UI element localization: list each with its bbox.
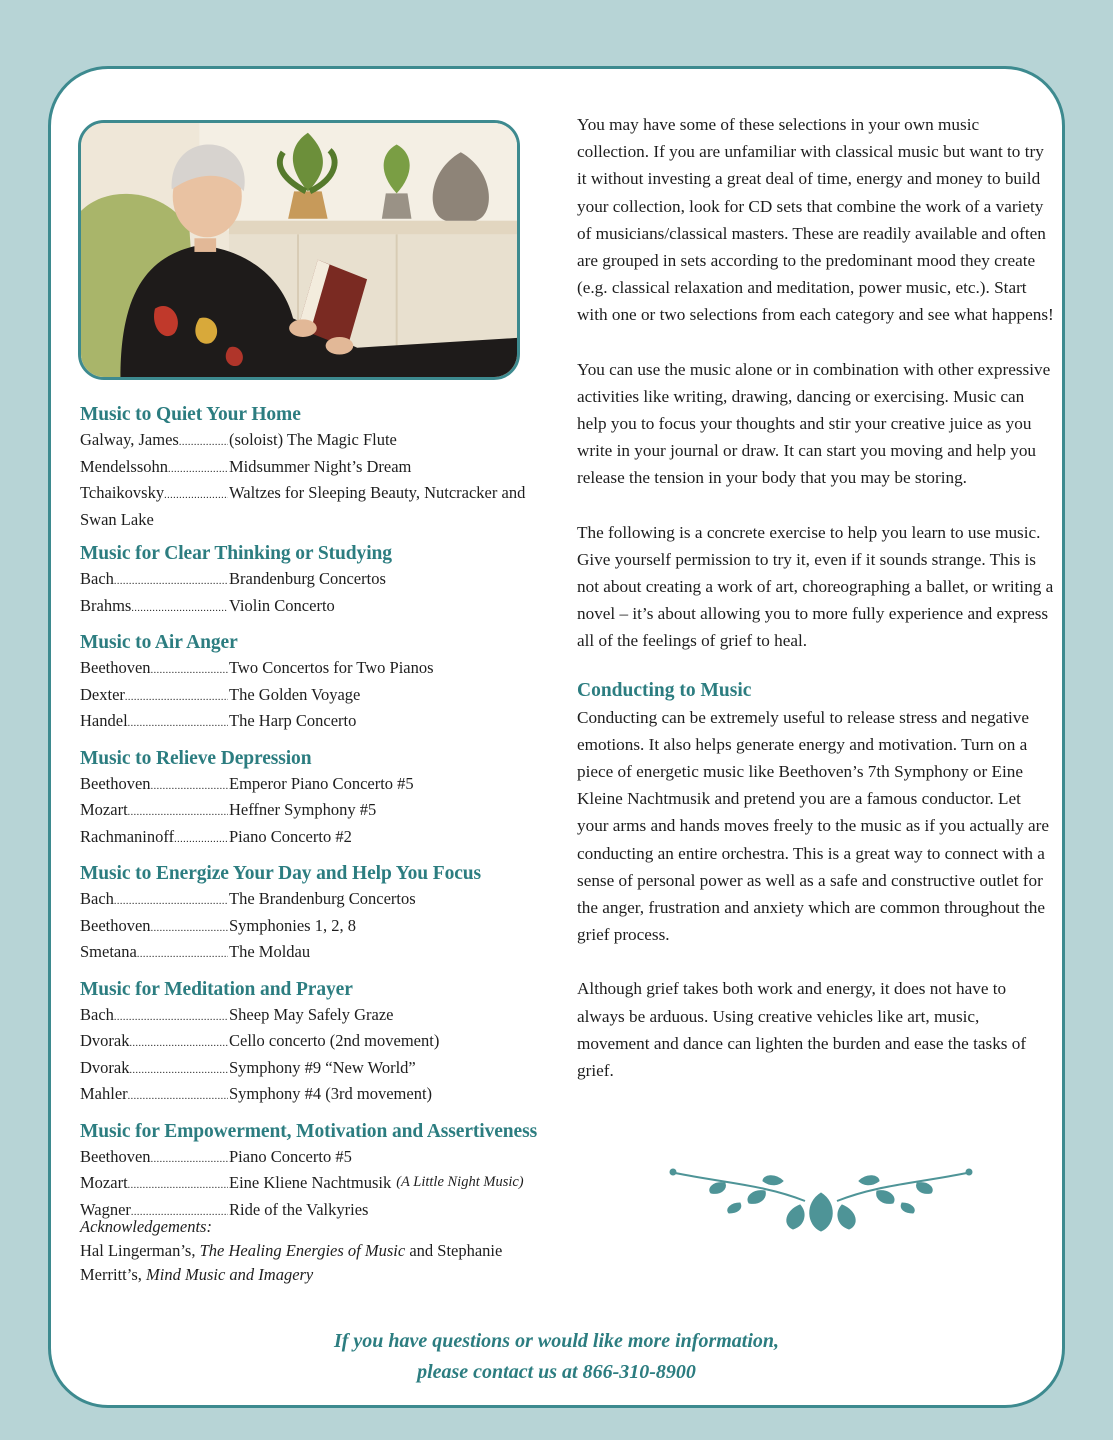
music-row — [80, 428, 560, 455]
music-row — [80, 914, 560, 941]
composer: Dvorak — [80, 1057, 130, 1077]
piece: Two Concertos for Two Pianos — [229, 658, 434, 677]
piece: Brandenburg Concertos — [229, 569, 386, 588]
leader-dots — [137, 940, 228, 967]
composer: Rachmaninoff — [80, 826, 175, 846]
section-title: Music for Empowerment, Motivation and Assertiveness — [80, 1120, 538, 1142]
leader-dots — [128, 798, 228, 825]
music-row — [80, 825, 560, 852]
leader-dots — [129, 1056, 228, 1083]
leader-dots — [129, 1029, 228, 1056]
acknowledgements — [80, 1215, 550, 1287]
leader-dots — [168, 455, 228, 482]
paragraph-2: You can use the music alone or in combination with other expressive activities like writing, drawing, dancing or exercising. Music can help you to focus your thoughts and stir your creative juice as you write in your journal or draw. It can start you moving and help you release the tension in your body that you may be storing. — [577, 359, 1051, 488]
music-section — [80, 541, 560, 620]
piece: Sheep May Safely Graze — [229, 1004, 394, 1024]
music-row — [80, 940, 560, 967]
music-lists — [80, 402, 560, 1234]
music-section — [80, 1119, 560, 1225]
composer: Dexter — [80, 684, 125, 704]
leader-dots — [164, 481, 228, 508]
composer: Bach — [80, 889, 114, 908]
music-row — [80, 455, 560, 482]
music-section — [80, 746, 560, 852]
paragraph-1: You may have some of these selections in your own music collection. If you are unfamiliar with classical music but want to try it without investing a great deal of time, energy and money to build your collection, look for CD sets that combine the work of a variety of musicians/classical masters. These are readily available and often are grouped in sets according to the predominant mood they create (e.g. classical relaxation and meditation, power music, etc.). Start with one or two selections from each category and see what happens! — [577, 115, 1054, 325]
piece: The Harp Concerto — [229, 711, 357, 730]
footer-line-2: please contact us at 866-310-8900 — [417, 1361, 696, 1383]
music-row — [80, 772, 560, 799]
section-title: Music for Clear Thinking or Studying — [80, 543, 392, 564]
piece: Symphonies 1, 2, 8 — [229, 915, 356, 935]
ack-heading: Acknowledgements: — [80, 1217, 212, 1236]
music-section — [80, 861, 560, 967]
paragraph-5: Although grief takes both work and energy, it does not have to always be arduous. Using creative vehicles like art, music, movement and dance can lighten the burden and ease the tasks of grief. — [577, 979, 1027, 1081]
composer: Mahler — [80, 1084, 128, 1103]
leader-dots — [151, 1145, 228, 1172]
piece: Cello concerto (2nd movement) — [229, 1031, 440, 1050]
leader-dots — [128, 1171, 228, 1198]
piece: Eine Kliene Nachtmusik — [229, 1173, 392, 1192]
piece: The Brandenburg Concertos — [229, 889, 416, 908]
section-title: Music to Air Anger — [80, 632, 238, 653]
composer: Mozart — [80, 1173, 128, 1192]
music-row — [80, 656, 560, 683]
piece: The Moldau — [229, 942, 311, 961]
music-row — [80, 1171, 560, 1198]
piece: Ride of the Valkyries — [229, 1199, 369, 1219]
music-section — [80, 630, 560, 736]
music-row — [80, 1029, 560, 1056]
ack-author-2: Merritt’s, — [80, 1265, 142, 1284]
composer: Brahms — [80, 595, 132, 615]
piece: (soloist) The Magic Flute — [229, 430, 397, 449]
piece: Symphony #4 (3rd movement) — [229, 1084, 433, 1103]
music-row — [80, 683, 560, 710]
piece: Violin Concerto — [229, 595, 335, 615]
music-row — [80, 1056, 560, 1083]
leader-dots — [131, 594, 228, 621]
section-title: Music to Quiet Your Home — [80, 404, 301, 425]
piece: Emperor Piano Concerto #5 — [229, 773, 414, 793]
leader-dots — [174, 825, 228, 852]
composer: Handel — [80, 711, 128, 730]
row-continuation: Swan Lake — [80, 509, 154, 529]
composer: Beethoven — [80, 658, 151, 677]
leader-dots — [128, 709, 228, 736]
conducting-heading: Conducting to Music — [577, 679, 752, 701]
piece: Midsummer Night’s Dream — [229, 456, 412, 476]
ack-title-2: Mind Music and Imagery — [146, 1265, 314, 1284]
leader-dots — [114, 1003, 228, 1030]
leader-dots — [151, 656, 228, 683]
music-row — [80, 709, 560, 736]
paragraph-3: The following is a concrete exercise to help you learn to use music. Give yourself permission to try it, even if it sounds strange. This is not about creating a work of art, choreographing a ballet, or writing a novel – it’s about allowing you to more fully experience and express all of the feelings of grief to heal. — [577, 522, 1054, 651]
composer: Tchaikovsky — [80, 483, 165, 502]
composer: Mendelssohn — [80, 456, 168, 476]
leader-dots — [128, 1082, 228, 1109]
music-row — [80, 1082, 560, 1109]
article-body — [577, 111, 1055, 1111]
leader-dots — [125, 683, 228, 710]
contact-footer — [0, 1326, 1113, 1388]
composer: Bach — [80, 1004, 114, 1024]
music-row — [80, 1145, 560, 1172]
composer: Smetana — [80, 942, 137, 961]
composer: Bach — [80, 569, 114, 588]
composer: Dvorak — [80, 1031, 130, 1050]
music-row — [80, 594, 560, 621]
section-title: Music for Meditation and Prayer — [80, 978, 353, 1000]
music-row — [80, 1003, 560, 1030]
leader-dots — [114, 567, 228, 594]
leader-dots — [151, 772, 228, 799]
section-title: Music to Energize Your Day and Help You Focus — [80, 863, 482, 884]
composer: Beethoven — [80, 773, 151, 793]
piece: Waltzes for Sleeping Beauty, Nutcracker and — [229, 483, 526, 502]
music-row — [80, 567, 560, 594]
ack-title-1: The Healing Energies of Music — [199, 1241, 406, 1260]
leader-dots — [151, 914, 228, 941]
composer: Beethoven — [80, 915, 151, 935]
paragraph-4: Conducting can be extremely useful to release stress and negative emotions. It also helps generate energy and motivation. Turn on a piece of energetic music like Beethoven’s 7th Symphony or Eine Kleine Nachtmusik and pretend you are a famous conductor. Let your arms and hands moves freely to the music as if you actually are conducting an entire orchestra. This is a great way to connect with a sense of personal power as well as a safe and constructive outlet for the anger, frustration and anxiety which are common throughout the grief process. — [577, 707, 1050, 945]
ack-author-1: Hal Lingerman’s, — [80, 1241, 196, 1260]
piece: The Golden Voyage — [229, 684, 361, 704]
ack-joiner: and Stephanie — [409, 1241, 503, 1260]
composer: Beethoven — [80, 1146, 151, 1166]
footer-line-1: If you have questions or would like more information, — [333, 1330, 780, 1352]
leader-dots — [114, 887, 228, 914]
music-row — [80, 798, 560, 825]
section-title: Music to Relieve Depression — [80, 747, 312, 769]
leaf-ornament — [665, 1163, 977, 1233]
composer: Mozart — [80, 800, 128, 819]
piece-note: (A Little Night Music) — [396, 1174, 524, 1190]
composer: Wagner — [80, 1199, 131, 1219]
composer: Galway, James — [80, 430, 179, 449]
music-section — [80, 402, 560, 531]
music-section — [80, 977, 560, 1109]
music-row — [80, 887, 560, 914]
piece: Piano Concerto #2 — [229, 826, 352, 846]
woman-reading-photo — [78, 120, 520, 380]
music-row — [80, 481, 560, 508]
piece: Piano Concerto #5 — [229, 1146, 352, 1166]
leader-dots — [179, 428, 228, 455]
piece: Heffner Symphony #5 — [229, 800, 377, 819]
piece: Symphony #9 “New World” — [229, 1057, 416, 1077]
